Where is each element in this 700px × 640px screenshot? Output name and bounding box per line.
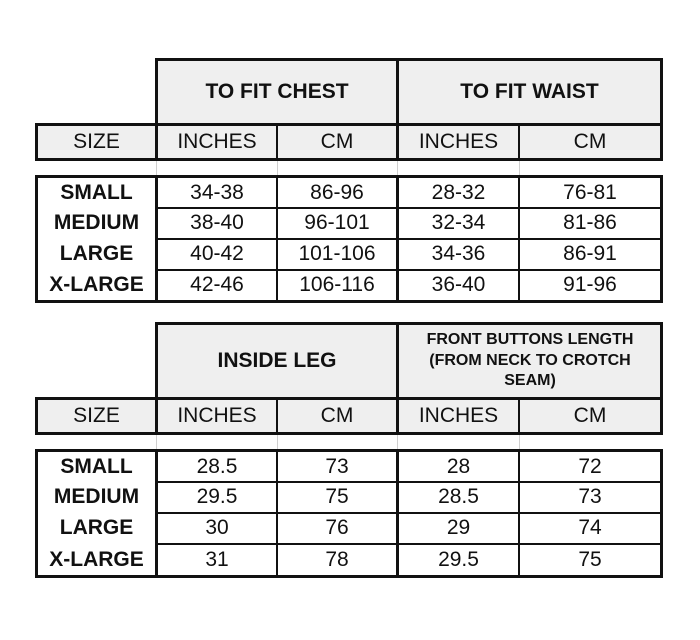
table-cell: 29 — [446, 516, 471, 540]
table-cell: 29.5 — [196, 485, 238, 509]
spacer-line — [519, 435, 520, 450]
subheader-waist-cm: CM — [573, 130, 607, 154]
table-cell: 38-40 — [190, 211, 244, 235]
group-header-chest: TO FIT CHEST — [205, 80, 349, 104]
table-cell: 28.5 — [438, 485, 479, 509]
table-cell: 72 — [578, 455, 602, 479]
spacer-line — [397, 161, 398, 176]
row-size-label: MEDIUM — [53, 211, 140, 235]
row-size-label: X-LARGE — [49, 547, 144, 571]
table-cell: 30 — [205, 516, 229, 540]
group-header-waist: TO FIT WAIST — [460, 80, 599, 104]
subheader-chest-inches: INCHES — [177, 130, 257, 154]
table-cell: 32-34 — [431, 211, 486, 235]
subheader-length-inches: INCHES — [418, 404, 499, 428]
table-cell: 34-38 — [190, 181, 244, 205]
divider — [396, 322, 399, 400]
row-size-label: LARGE — [59, 516, 134, 540]
group-header-front-buttons-length: FRONT BUTTONS LENGTH (FROM NECK TO CROTCH SEAM) — [426, 330, 634, 390]
table-cell: 86-96 — [310, 181, 364, 205]
table-cell: 101-106 — [298, 242, 376, 266]
spacer-line — [397, 435, 398, 450]
group-header-inside-leg: INSIDE LEG — [217, 349, 337, 373]
row-size-label: LARGE — [59, 242, 134, 266]
table-cell: 91-96 — [563, 273, 617, 297]
table-cell: 106-116 — [299, 273, 375, 297]
spacer-line — [519, 161, 520, 176]
table-cell: 75 — [578, 547, 602, 571]
table-cell: 28 — [446, 455, 471, 479]
subheader-leg-inches: INCHES — [177, 404, 257, 428]
size-column-header: SIZE — [73, 130, 120, 154]
spacer-line — [156, 435, 157, 450]
table-cell: 81-86 — [563, 211, 617, 235]
table-cell: 28-32 — [431, 181, 486, 205]
table-cell: 78 — [325, 547, 349, 571]
table-cell: 34-36 — [431, 242, 486, 266]
spacer-line — [277, 161, 278, 176]
table-cell: 76-81 — [563, 181, 617, 205]
table-cell: 36-40 — [431, 273, 486, 297]
table-cell: 86-91 — [563, 242, 617, 266]
table-cell: 42-46 — [190, 273, 244, 297]
table-cell: 96-101 — [304, 211, 370, 235]
subheader-waist-inches: INCHES — [418, 130, 499, 154]
subheader-length-cm: CM — [573, 404, 607, 428]
row-size-label: SMALL — [60, 181, 133, 205]
subheader-leg-cm: CM — [320, 404, 354, 428]
spacer-line — [277, 435, 278, 450]
table-cell: 28.5 — [196, 455, 238, 479]
row-size-label: MEDIUM — [53, 485, 140, 509]
row-size-label: X-LARGE — [49, 273, 144, 297]
table-cell: 31 — [205, 547, 229, 571]
subheader-chest-cm: CM — [320, 130, 354, 154]
spacer-line — [156, 161, 157, 176]
table-cell: 29.5 — [438, 547, 479, 571]
table-cell: 75 — [325, 485, 349, 509]
table-cell: 40-42 — [190, 242, 244, 266]
table-cell: 73 — [325, 455, 349, 479]
table-cell: 73 — [578, 485, 602, 509]
size-column-header: SIZE — [73, 404, 120, 428]
table-cell: 76 — [325, 516, 349, 540]
row-size-label: SMALL — [60, 455, 133, 479]
table-cell: 74 — [578, 516, 602, 540]
